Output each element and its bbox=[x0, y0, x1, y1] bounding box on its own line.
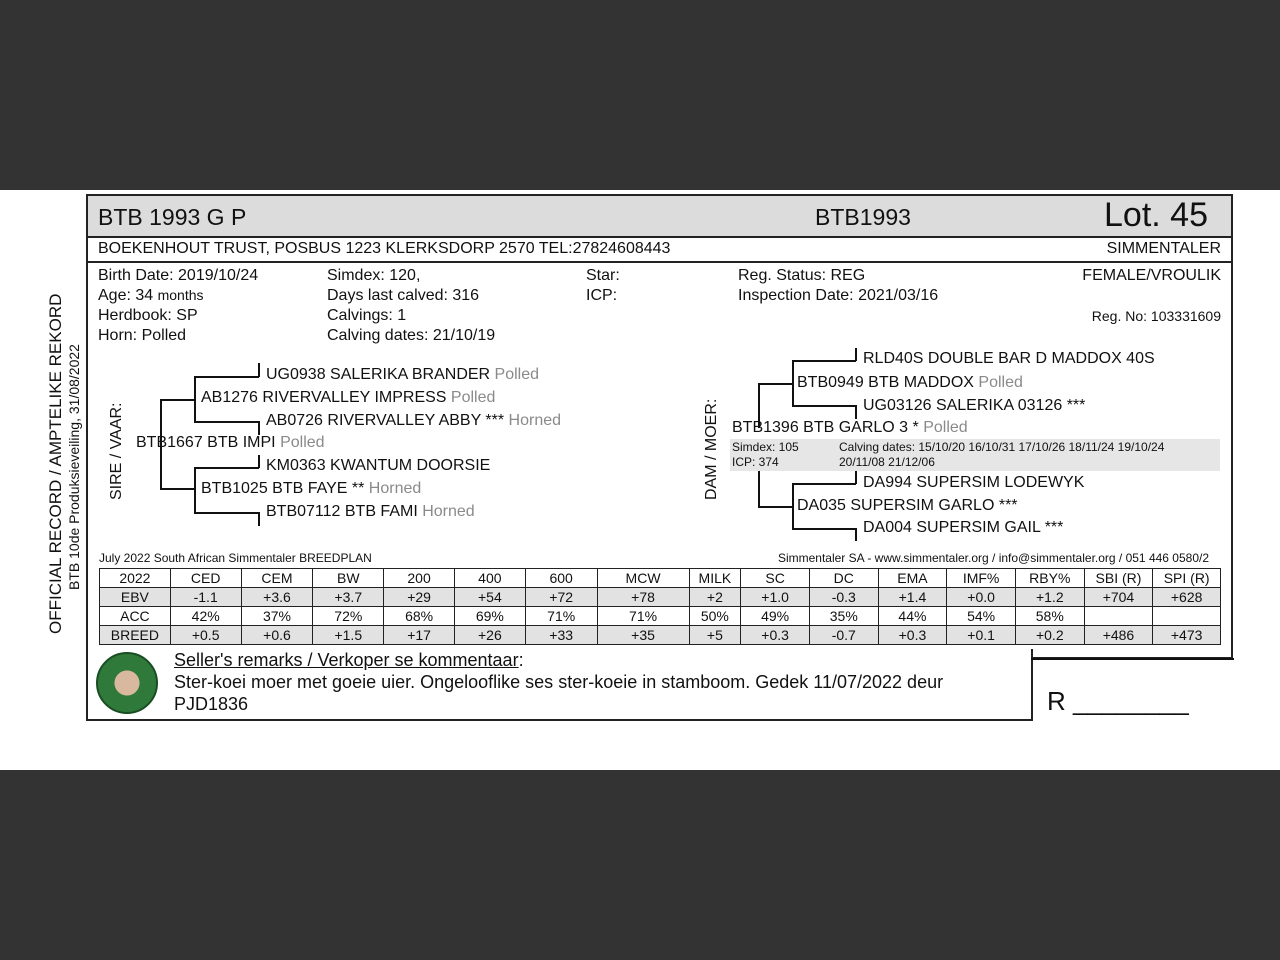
table-cell: +0.5 bbox=[170, 626, 241, 645]
breedplan-table bbox=[99, 568, 1221, 645]
table-cell: IMF% bbox=[947, 569, 1016, 588]
table-cell: CEM bbox=[241, 569, 313, 588]
lot-number: Lot. 45 bbox=[1104, 196, 1208, 234]
simmentaler-logo bbox=[96, 652, 158, 714]
table-cell: 54% bbox=[947, 607, 1016, 626]
dam-info-panel bbox=[730, 439, 1220, 471]
dam-sire: BTB0949 BTB MADDOX Polled bbox=[797, 374, 1023, 391]
header-bar bbox=[86, 194, 1233, 238]
row-label-cell: BREED bbox=[100, 626, 171, 645]
breed-row bbox=[100, 626, 1221, 645]
table-cell: +1.2 bbox=[1015, 588, 1084, 607]
table-cell: 69% bbox=[454, 607, 525, 626]
table-cell: SBI (R) bbox=[1084, 569, 1153, 588]
sire-dam-dam: BTB07112 BTB FAMI Horned bbox=[266, 503, 475, 520]
dam-icp: ICP: 374 bbox=[732, 455, 779, 469]
table-cell: +628 bbox=[1153, 588, 1221, 607]
catalogue-card-page bbox=[0, 190, 1280, 770]
table-cell: +3.6 bbox=[241, 588, 313, 607]
table-cell: SC bbox=[741, 569, 810, 588]
table-cell: MCW bbox=[597, 569, 689, 588]
simdex: Simdex: 120, bbox=[327, 267, 421, 284]
table-cell: 44% bbox=[878, 607, 947, 626]
table-cell: 58% bbox=[1015, 607, 1084, 626]
table-cell: -1.1 bbox=[170, 588, 241, 607]
dam-simdex: Simdex: 105 bbox=[732, 440, 799, 454]
table-cell: +704 bbox=[1084, 588, 1153, 607]
table-cell: MILK bbox=[689, 569, 741, 588]
table-cell: 50% bbox=[689, 607, 741, 626]
table-cell: +78 bbox=[597, 588, 689, 607]
acc-row bbox=[100, 607, 1221, 626]
table-cell: 35% bbox=[809, 607, 878, 626]
dam-calving-dates-cont: 20/11/08 21/12/06 bbox=[839, 455, 935, 469]
reg-number: Reg. No: 103331609 bbox=[1091, 308, 1221, 324]
reg-status: Reg. Status: REG bbox=[738, 267, 866, 284]
table-cell: BW bbox=[313, 569, 384, 588]
table-cell bbox=[1084, 607, 1153, 626]
table-cell: +72 bbox=[525, 588, 597, 607]
table-cell: DC bbox=[809, 569, 878, 588]
table-cell: +29 bbox=[384, 588, 455, 607]
remarks-line-1: Ster-koei moer met goeie uier. Ongelooflike ses ster-koeie in stamboom. Gedek 11/07/2022 deur bbox=[174, 672, 944, 692]
table-cell: SPI (R) bbox=[1153, 569, 1221, 588]
dam-dam-sire: DA994 SUPERSIM LODEWYK bbox=[863, 474, 1085, 491]
table-cell: +0.0 bbox=[947, 588, 1016, 607]
table-cell bbox=[1153, 607, 1221, 626]
table-cell: +26 bbox=[454, 626, 525, 645]
star: Star: bbox=[586, 267, 620, 284]
dam-dam: DA035 SUPERSIM GARLO *** bbox=[797, 497, 1018, 514]
table-cell: CED bbox=[170, 569, 241, 588]
table-cell: -0.3 bbox=[809, 588, 878, 607]
table-cell: +0.2 bbox=[1015, 626, 1084, 645]
table-cell: +33 bbox=[525, 626, 597, 645]
sire-sire-sire: UG0938 SALERIKA BRANDER Polled bbox=[266, 366, 540, 383]
row-label-cell: EBV bbox=[100, 588, 171, 607]
header-row bbox=[100, 569, 1221, 588]
calving-dates: Calving dates: 21/10/19 bbox=[327, 327, 496, 344]
table-cell: +0.3 bbox=[741, 626, 810, 645]
table-cell: 42% bbox=[170, 607, 241, 626]
table-cell: +0.1 bbox=[947, 626, 1016, 645]
table-cell: +0.3 bbox=[878, 626, 947, 645]
owner-line: BOEKENHOUT TRUST, POSBUS 1223 KLERKSDORP 2570 TEL:27824608443 bbox=[98, 240, 671, 257]
age-value: Age: 34 bbox=[98, 287, 154, 304]
table-cell: -0.7 bbox=[809, 626, 878, 645]
sire-sire-dam: AB0726 RIVERVALLEY ABBY *** Horned bbox=[266, 412, 562, 429]
table-cell: +0.6 bbox=[241, 626, 313, 645]
price-field[interactable]: R ________ bbox=[1047, 686, 1189, 716]
dam-sire-dam: UG03126 SALERIKA 03126 *** bbox=[863, 397, 1086, 414]
table-cell: +2 bbox=[689, 588, 741, 607]
sire-dam: BTB1025 BTB FAYE ** Horned bbox=[201, 480, 422, 497]
table-cell: +3.7 bbox=[313, 588, 384, 607]
table-cell: +17 bbox=[384, 626, 455, 645]
table-cell: 72% bbox=[313, 607, 384, 626]
birth-date: Birth Date: 2019/10/24 bbox=[98, 267, 259, 284]
dam-sire-sire: RLD40S DOUBLE BAR D MADDOX 40S bbox=[863, 350, 1155, 367]
table-cell: +5 bbox=[689, 626, 741, 645]
calvings: Calvings: 1 bbox=[327, 307, 407, 324]
remarks-line-2: PJD1836 bbox=[174, 694, 249, 714]
table-cell: EMA bbox=[878, 569, 947, 588]
icp: ICP: bbox=[586, 287, 618, 304]
table-cell: 71% bbox=[525, 607, 597, 626]
age-unit: months bbox=[157, 287, 204, 303]
row-label-cell: ACC bbox=[100, 607, 171, 626]
sire-sire: AB1276 RIVERVALLEY IMPRESS Polled bbox=[201, 389, 496, 406]
table-cell: +486 bbox=[1084, 626, 1153, 645]
inspection-date: Inspection Date: 2021/03/16 bbox=[738, 287, 939, 304]
dam-side-label: DAM / MOER: bbox=[703, 398, 720, 500]
days-last-calved: Days last calved: 316 bbox=[327, 287, 480, 304]
dam: BTB1396 BTB GARLO 3 * Polled bbox=[732, 419, 968, 436]
breedplan-caption: July 2022 South African Simmentaler BREEDPLAN bbox=[99, 551, 372, 565]
sire-side-label: SIRE / VAAR: bbox=[108, 402, 125, 500]
horn-status: Horn: Polled bbox=[98, 327, 187, 344]
age bbox=[98, 287, 204, 305]
official-record-label: OFFICIAL RECORD / AMPTELIKE REKORD bbox=[46, 293, 65, 634]
table-cell: +473 bbox=[1153, 626, 1221, 645]
remarks-heading: Seller's remarks / Verkoper se kommentaar: bbox=[174, 650, 524, 670]
herdbook: Herdbook: SP bbox=[98, 307, 198, 324]
society-contact: Simmentaler SA - www.simmentaler.org / info@simmentaler.org / 051 446 0580/2 bbox=[777, 551, 1209, 565]
table-cell: +54 bbox=[454, 588, 525, 607]
table-cell: RBY% bbox=[1015, 569, 1084, 588]
table-cell: +1.4 bbox=[878, 588, 947, 607]
sire: BTB1667 BTB IMPI Polled bbox=[136, 434, 325, 451]
table-cell: +35 bbox=[597, 626, 689, 645]
table-cell: 68% bbox=[384, 607, 455, 626]
animal-id: BTB1993 bbox=[815, 204, 911, 230]
ebv-row bbox=[100, 588, 1221, 607]
dam-dam-dam: DA004 SUPERSIM GAIL *** bbox=[863, 519, 1064, 536]
table-cell: +1.5 bbox=[313, 626, 384, 645]
breed-label: SIMMENTALER bbox=[1106, 240, 1221, 257]
table-cell: 37% bbox=[241, 607, 313, 626]
table-cell: 49% bbox=[741, 607, 810, 626]
sire-dam-sire: KM0363 KWANTUM DOORSIE bbox=[266, 457, 491, 474]
animal-title: BTB 1993 G P bbox=[98, 204, 247, 230]
owner-bar bbox=[86, 238, 1233, 263]
sex: FEMALE/VROULIK bbox=[1082, 267, 1221, 284]
sale-label: BTB 10de Produksieveiling, 31/08/2022 bbox=[66, 344, 82, 590]
table-cell: 600 bbox=[525, 569, 597, 588]
table-cell: 71% bbox=[597, 607, 689, 626]
table-cell: 400 bbox=[454, 569, 525, 588]
row-label-cell: 2022 bbox=[100, 569, 171, 588]
dam-calving-dates: Calving dates: 15/10/20 16/10/31 17/10/26 18/11/24 19/10/24 bbox=[839, 440, 1165, 454]
table-cell: +1.0 bbox=[741, 588, 810, 607]
table-cell: 200 bbox=[384, 569, 455, 588]
